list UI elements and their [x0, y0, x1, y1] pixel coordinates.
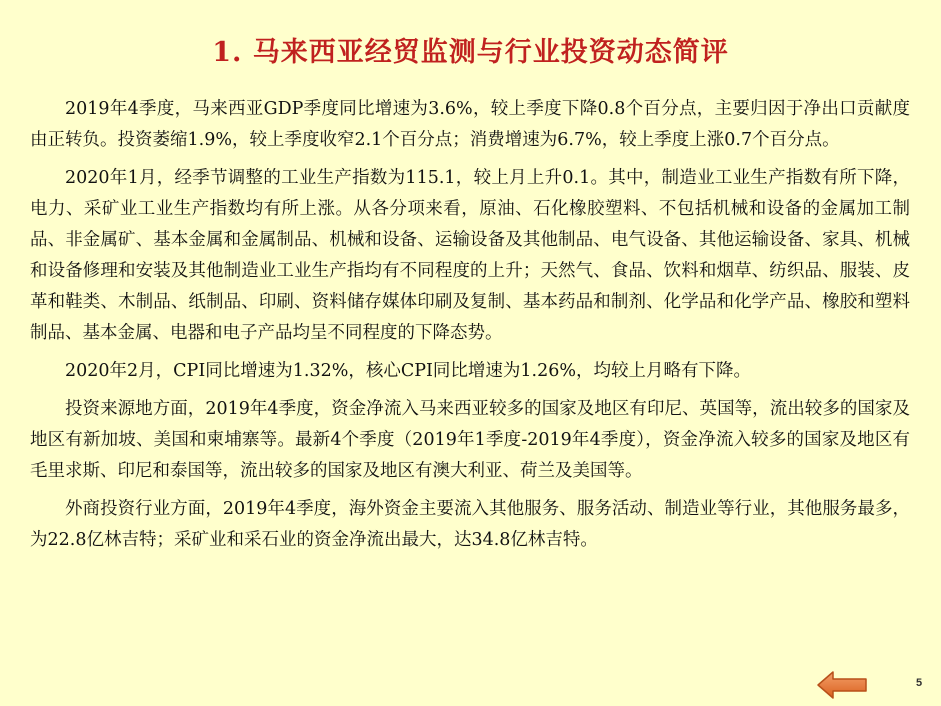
paragraph-cpi: 2020年2月，CPI同比增速为1.32%，核心CPI同比增速为1.26%，均较上月略有下降。 [65, 361, 752, 381]
paragraph-foreign-investment-industry: 外商投资行业方面，2019年4季度，海外资金主要流入其他服务、服务活动、制造业等行业，其他服务最多，为22.8亿林吉特；采矿业和采石业的资金净流出最大，达34.8亿林吉特。 [30, 499, 910, 550]
page-number: 5 [916, 677, 923, 689]
slide-body [30, 94, 910, 563]
left-arrow-icon [816, 670, 868, 700]
paragraph-industrial-production: 2020年1月，经季节调整的工业生产指数为115.1，较上月上升0.1。其中，制造业工业生产指数有所下降，电力、采矿业工业生产指数均有所上涨。从各分项来看，原油、石化橡胶塑料、不包括机械和设备的金属加工制品、非金属矿、基本金属和金属制品、机械和设备、运输设备及其他制品、电气设备、其他运输设备、家具、机械和设备修理和安装及其他制造业工业生产指均有不同程度的上升；天然气、食品、饮料和烟草、纺织品、服装、皮革和鞋类、木制品、纸制品、印刷、资料储存媒体印刷及复制、基本药品和制剂、化学品和化学产品、橡胶和塑料制品、基本金属、电器和电子产品均呈不同程度的下降态势。 [30, 168, 910, 343]
back-button[interactable] [816, 670, 868, 700]
paragraph-gdp: 2019年4季度，马来西亚GDP季度同比增速为3.6%，较上季度下降0.8个百分点，主要归因于净出口贡献度由正转负。投资萎缩1.9%，较上季度收窄2.1个百分点；消费增速为6.7%，较上季度上涨0.7个百分点。 [30, 99, 910, 150]
slide-title: 1. 马来西亚经贸监测与行业投资动态简评 [212, 37, 729, 68]
paragraph-investment-source: 投资来源地方面，2019年4季度，资金净流入马来西亚较多的国家及地区有印尼、英国等，流出较多的国家及地区有新加坡、美国和柬埔寨等。最新4个季度（2019年1季度-2019年4季度），资金净流入较多的国家及地区有毛里求斯、印尼和泰国等，流出较多的国家及地区有澳大利亚、荷兰及美国等。 [30, 399, 910, 481]
